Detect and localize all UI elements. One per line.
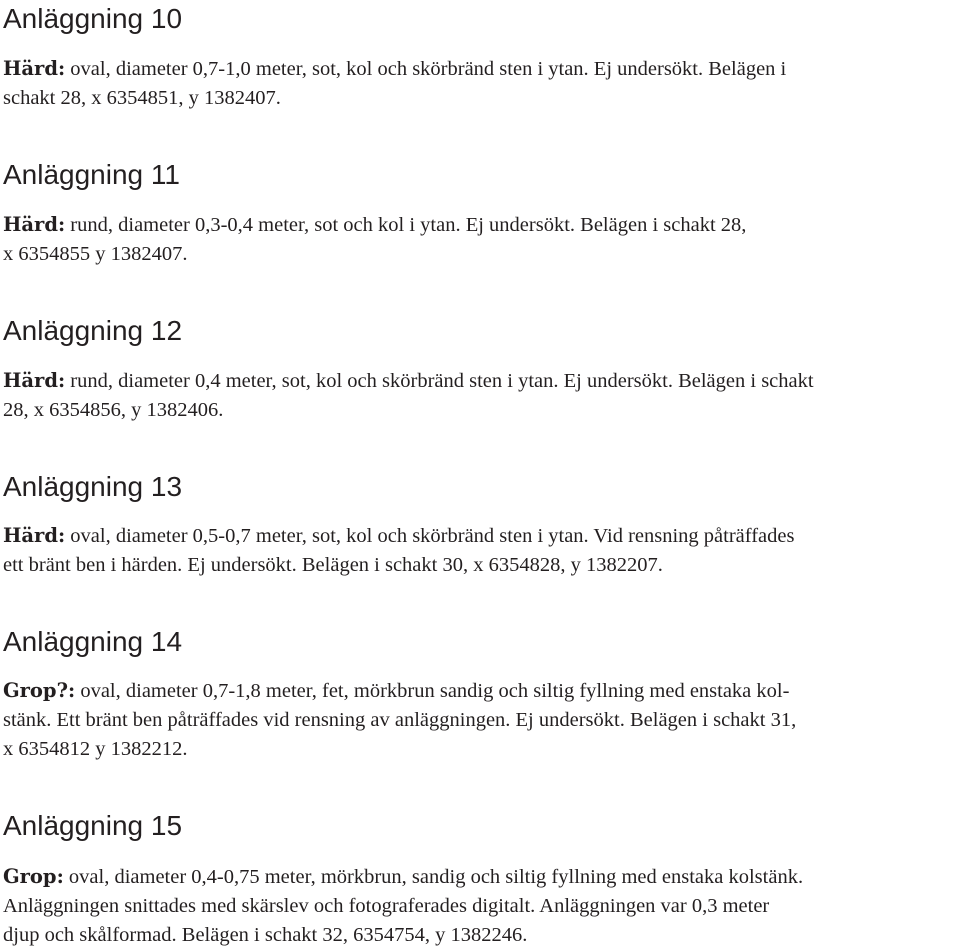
section-heading: Anläggning 15 xyxy=(3,810,183,841)
section-description xyxy=(3,54,955,113)
description-line: djup och skålformad. Belägen i schakt 32, 6354754, y 1382246. xyxy=(3,924,528,946)
section-description xyxy=(3,862,955,950)
section-heading: Anläggning 14 xyxy=(3,626,183,657)
description-line: x 6354855 y 1382407. xyxy=(3,243,188,265)
section-anlaggning-11 xyxy=(3,156,955,269)
description-line: oval, diameter 0,7-1,8 meter, fet, mörkbrun sandig och siltig fyllning med enstaka kol- xyxy=(75,680,790,702)
section-heading: Anläggning 11 xyxy=(3,159,180,190)
feature-type-term: Härd: xyxy=(3,524,66,547)
section-anlaggning-14 xyxy=(3,623,955,764)
section-heading: Anläggning 12 xyxy=(3,315,183,346)
section-heading: Anläggning 10 xyxy=(3,3,183,34)
feature-type-term: Härd: xyxy=(3,57,66,80)
feature-type-term: Grop?: xyxy=(3,679,76,702)
section-anlaggning-13 xyxy=(3,468,955,580)
description-line: oval, diameter 0,4-0,75 meter, mörkbrun, sandig och siltig fyllning med enstaka kolstänk. xyxy=(63,866,804,888)
description-line: stänk. Ett bränt ben påträffades vid rensning av anläggningen. Ej undersökt. Belägen i schakt 31, xyxy=(3,709,797,731)
description-line: 28, x 6354856, y 1382406. xyxy=(3,399,224,421)
description-line: oval, diameter 0,7-1,0 meter, sot, kol och skörbränd sten i ytan. Ej undersökt. Belägen i xyxy=(65,58,787,80)
section-description xyxy=(3,210,955,269)
description-line: schakt 28, x 6354851, y 1382407. xyxy=(3,87,281,109)
section-anlaggning-12 xyxy=(3,312,955,425)
feature-type-term: Härd: xyxy=(3,369,66,392)
section-anlaggning-15 xyxy=(3,807,955,950)
feature-type-term: Grop: xyxy=(3,865,64,888)
description-line: ett bränt ben i härden. Ej undersökt. Belägen i schakt 30, x 6354828, y 1382207. xyxy=(3,554,663,576)
section-heading: Anläggning 13 xyxy=(3,471,183,502)
description-line: oval, diameter 0,5-0,7 meter, sot, kol och skörbränd sten i ytan. Vid rensning påträffades xyxy=(65,525,795,547)
description-line: x 6354812 y 1382212. xyxy=(3,738,188,760)
feature-type-term: Härd: xyxy=(3,213,66,236)
description-line: Anläggningen snittades med skärslev och fotograferades digitalt. Anläggningen var 0,3 meter xyxy=(3,895,770,917)
document-page xyxy=(3,0,955,950)
description-line: rund, diameter 0,3-0,4 meter, sot och kol i ytan. Ej undersökt. Belägen i schakt 28, xyxy=(65,214,747,236)
description-line: rund, diameter 0,4 meter, sot, kol och skörbränd sten i ytan. Ej undersökt. Belägen i schakt xyxy=(65,370,814,392)
section-description xyxy=(3,676,955,764)
section-anlaggning-10 xyxy=(3,0,955,113)
section-description xyxy=(3,366,955,425)
section-description xyxy=(3,521,955,580)
